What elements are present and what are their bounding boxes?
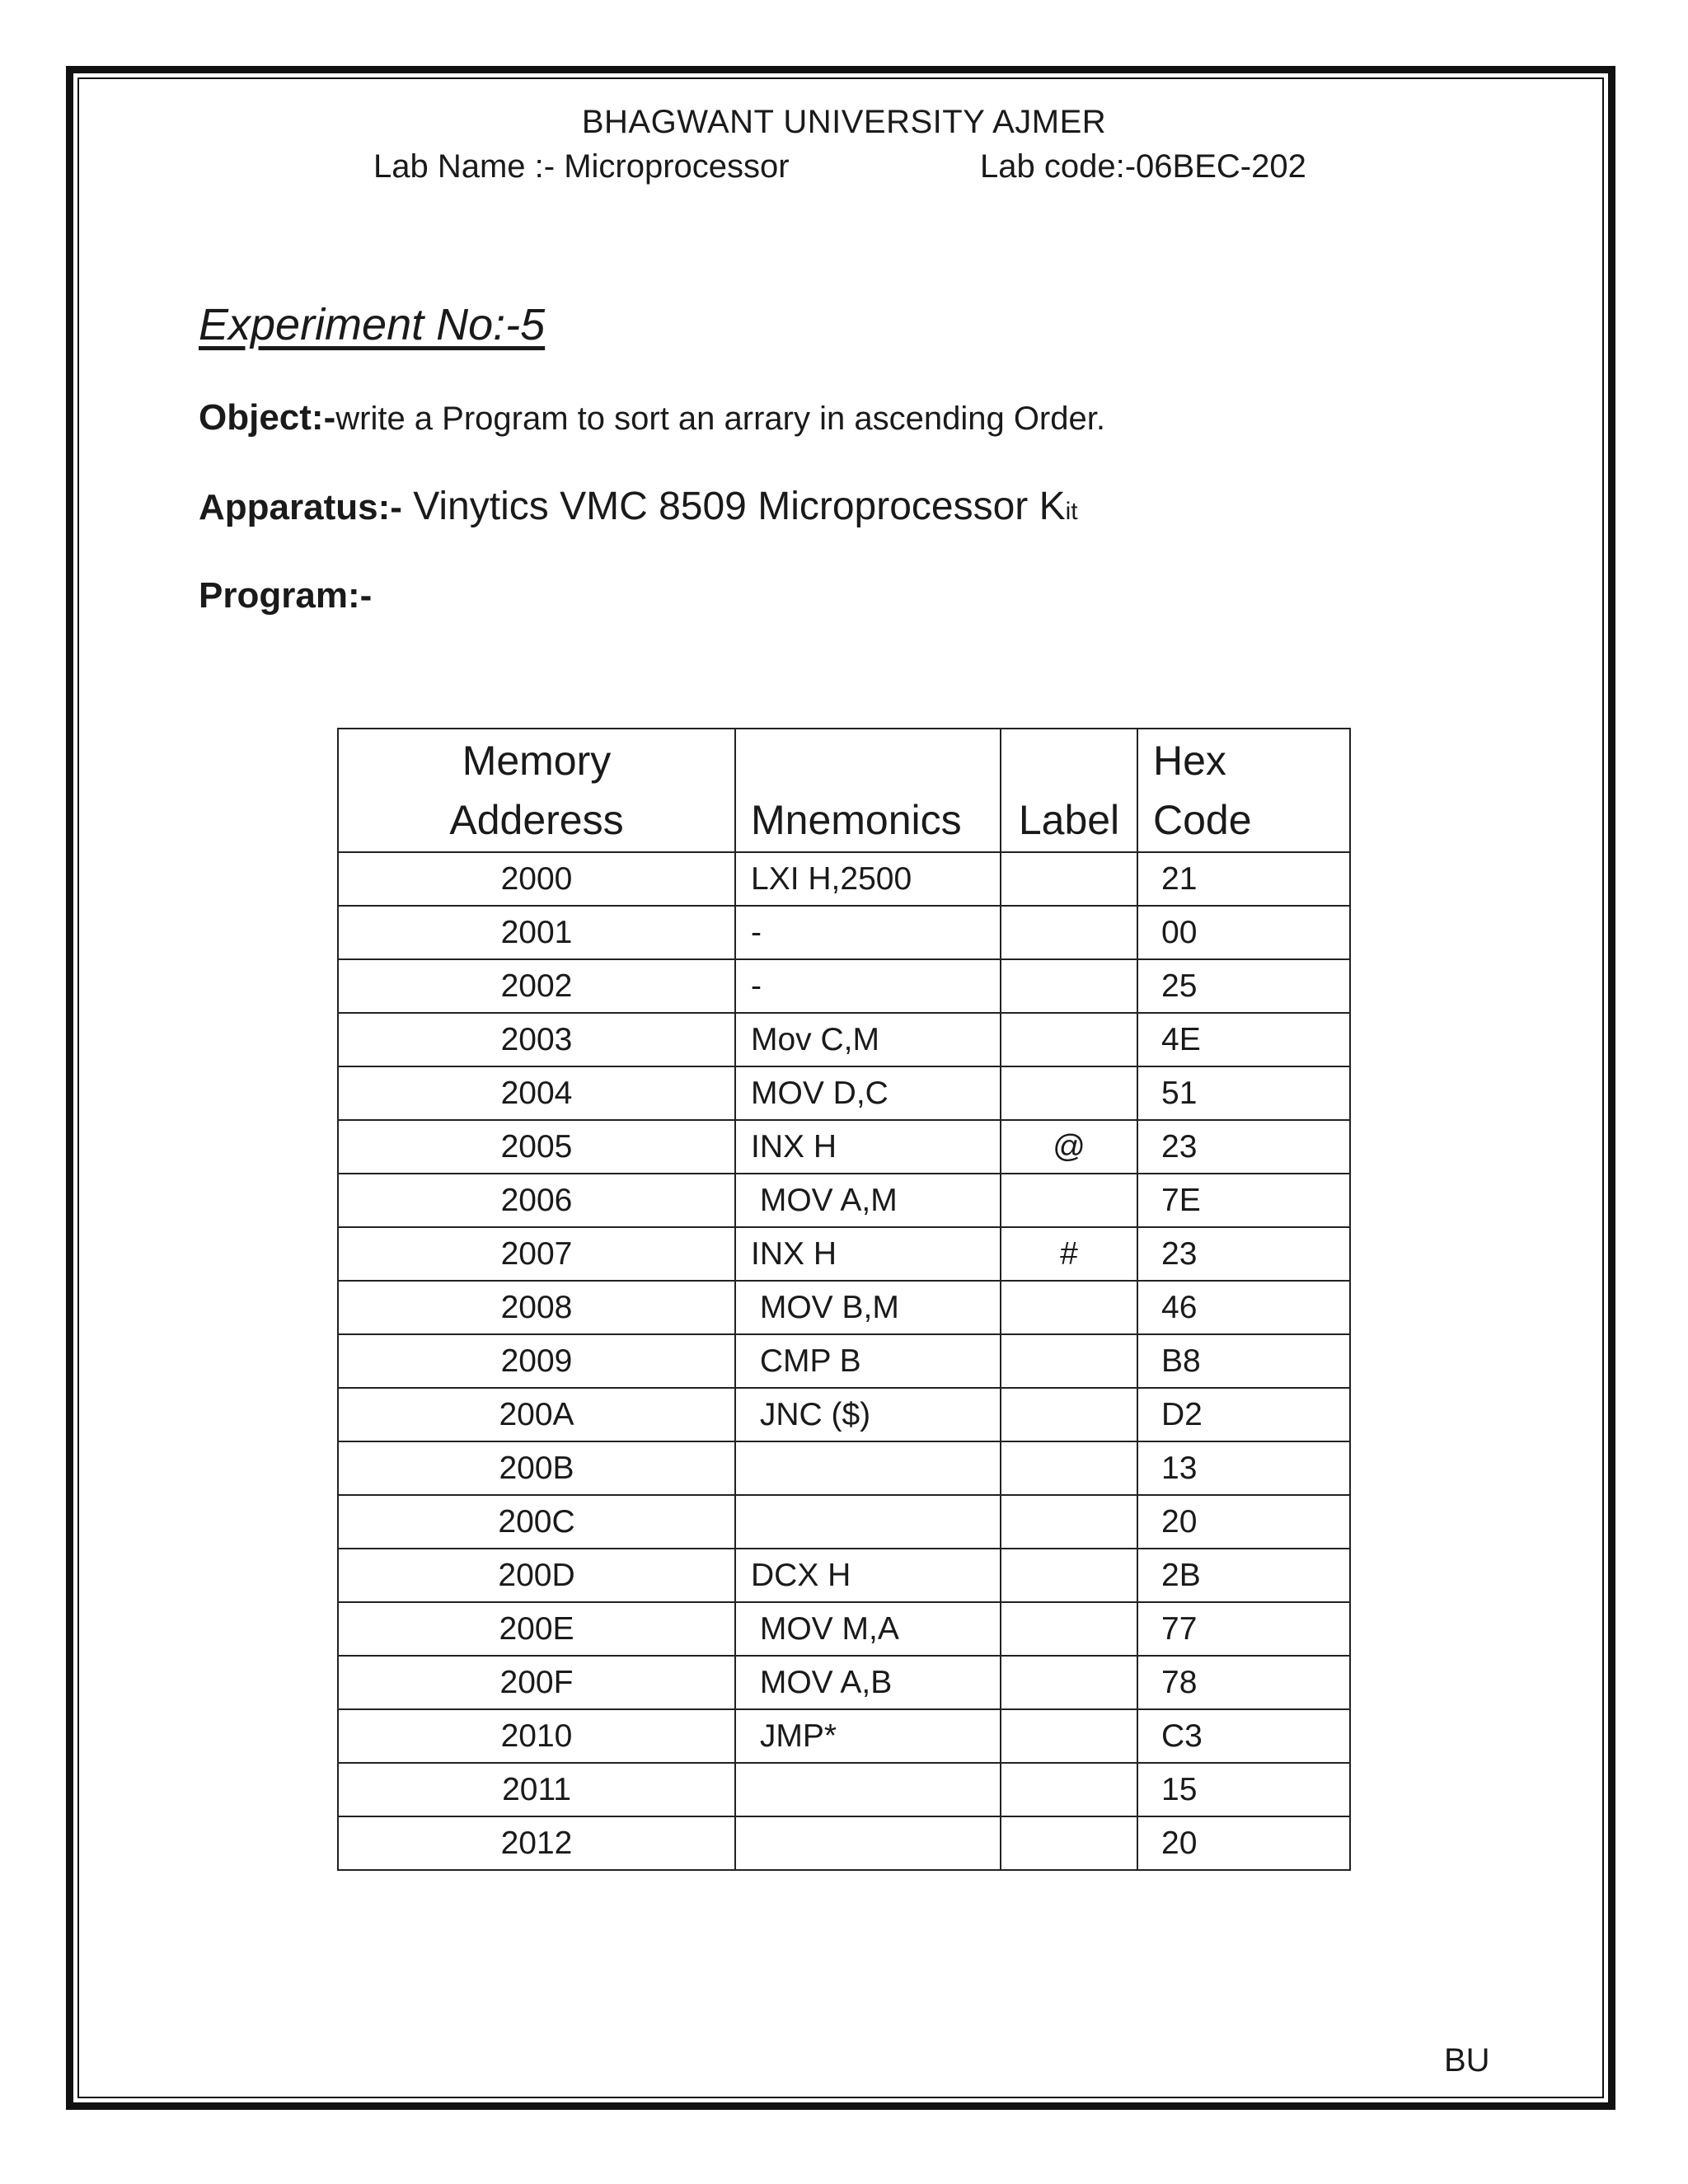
address-cell: 2006 [338,1174,735,1227]
mnemonic-cell: DCX H [735,1549,1001,1602]
table-row [338,1763,1350,1816]
hex-code-cell: 25 [1137,959,1350,1013]
label-cell [1001,1334,1137,1388]
hex-code-cell: 4E [1137,1013,1350,1066]
label-cell [1001,1709,1137,1763]
apparatus-label: Apparatus:- [199,487,402,527]
hex-code-cell: 23 [1137,1120,1350,1174]
label-cell: # [1001,1227,1137,1281]
label-cell [1001,1816,1137,1870]
table-row [338,1709,1350,1763]
address-cell: 2000 [338,852,735,906]
label-cell [1001,1656,1137,1709]
apparatus-text: Vinytics VMC 8509 Microprocessor K [401,485,1066,528]
address-cell: 2003 [338,1013,735,1066]
address-cell: 2002 [338,959,735,1013]
hex-code-cell: C3 [1137,1709,1350,1763]
mnemonic-cell: JMP* [735,1709,1001,1763]
hex-code-cell: 51 [1137,1066,1350,1120]
mnemonic-cell: JNC ($) [735,1388,1001,1441]
address-cell: 2012 [338,1816,735,1870]
mnemonic-cell: MOV D,C [735,1066,1001,1120]
mnemonic-cell: INX H [735,1120,1001,1174]
lab-name: Lab Name :- Microprocessor [373,148,790,185]
address-cell: 2001 [338,906,735,959]
mnemonic-cell: MOV A,B [735,1656,1001,1709]
hex-code-cell: 46 [1137,1281,1350,1334]
mnemonic-cell: MOV A,M [735,1174,1001,1227]
table-row [338,1656,1350,1709]
apparatus-suffix: it [1065,498,1078,525]
university-name: BHAGWANT UNIVERSITY AJMER [581,104,1107,140]
hex-code-cell: 20 [1137,1816,1350,1870]
label-cell [1001,1388,1137,1441]
mnemonic-cell [735,1816,1001,1870]
address-cell: 200F [338,1656,735,1709]
label-cell [1001,906,1137,959]
table-row [338,959,1350,1013]
address-cell: 2007 [338,1227,735,1281]
lab-code: Lab code:-06BEC-202 [980,148,1306,185]
table-row [338,1602,1350,1656]
header-hex-code: Hex Code [1137,729,1350,852]
table-row [338,1441,1350,1495]
label-cell [1001,1013,1137,1066]
mnemonic-cell: - [735,906,1001,959]
mnemonic-cell [735,1763,1001,1816]
label-cell [1001,959,1137,1013]
hex-code-cell: 7E [1137,1174,1350,1227]
address-cell: 200D [338,1549,735,1602]
address-cell: 200B [338,1441,735,1495]
hex-code-cell: 23 [1137,1227,1350,1281]
mnemonic-cell: MOV M,A [735,1602,1001,1656]
object-line [199,397,1105,438]
mnemonic-cell [735,1441,1001,1495]
address-cell: 2009 [338,1334,735,1388]
table-row [338,852,1350,906]
table-row [338,1334,1350,1388]
address-cell: 2011 [338,1763,735,1816]
mnemonic-cell: - [735,959,1001,1013]
label-cell [1001,1441,1137,1495]
address-cell: 2008 [338,1281,735,1334]
hex-code-cell: 78 [1137,1656,1350,1709]
table-row [338,1495,1350,1549]
hex-code-cell: 00 [1137,906,1350,959]
label-cell [1001,1763,1137,1816]
mnemonic-cell [735,1495,1001,1549]
header-address: Memory Adderess [338,729,735,852]
table-row [338,1816,1350,1870]
mnemonic-cell: Mov C,M [735,1013,1001,1066]
table-row [338,1281,1350,1334]
object-label: Object:- [199,397,336,438]
address-cell: 200C [338,1495,735,1549]
table-row [338,906,1350,959]
mnemonic-cell: INX H [735,1227,1001,1281]
address-cell: 200A [338,1388,735,1441]
object-text: write a Program to sort an arrary in ascending Order. [335,401,1105,437]
label-cell [1001,1495,1137,1549]
label-cell [1001,1281,1137,1334]
mnemonic-cell: MOV B,M [735,1281,1001,1334]
address-cell: 200E [338,1602,735,1656]
hex-code-cell: D2 [1137,1388,1350,1441]
program-line [199,575,372,616]
address-cell: 2005 [338,1120,735,1174]
hex-code-cell: 20 [1137,1495,1350,1549]
program-table [337,728,1351,1871]
hex-code-cell: 15 [1137,1763,1350,1816]
table-row [338,1013,1350,1066]
table-row [338,1120,1350,1174]
mnemonic-cell: LXI H,2500 [735,852,1001,906]
apparatus-line [199,484,1078,529]
hex-code-cell: 77 [1137,1602,1350,1656]
hex-code-cell: 21 [1137,852,1350,906]
program-label: Program:- [199,575,373,616]
address-cell: 2010 [338,1709,735,1763]
hex-code-cell: 13 [1137,1441,1350,1495]
table-row [338,1388,1350,1441]
footer-mark: BU [1444,2042,1490,2079]
address-cell: 2004 [338,1066,735,1120]
table-body [338,852,1350,1870]
experiment-title: Experiment No:-5 [199,300,546,349]
hex-code-cell: B8 [1137,1334,1350,1388]
table-row [338,1066,1350,1120]
label-cell [1001,1602,1137,1656]
label-cell: @ [1001,1120,1137,1174]
label-cell [1001,1066,1137,1120]
table-row [338,1549,1350,1602]
table-row [338,1227,1350,1281]
label-cell [1001,1549,1137,1602]
table-row [338,1174,1350,1227]
table-header-row [338,729,1350,852]
label-cell [1001,852,1137,906]
header-mnemonics: Mnemonics [735,729,1001,852]
label-cell [1001,1174,1137,1227]
header-label: Label [1001,729,1137,852]
hex-code-cell: 2B [1137,1549,1350,1602]
mnemonic-cell: CMP B [735,1334,1001,1388]
